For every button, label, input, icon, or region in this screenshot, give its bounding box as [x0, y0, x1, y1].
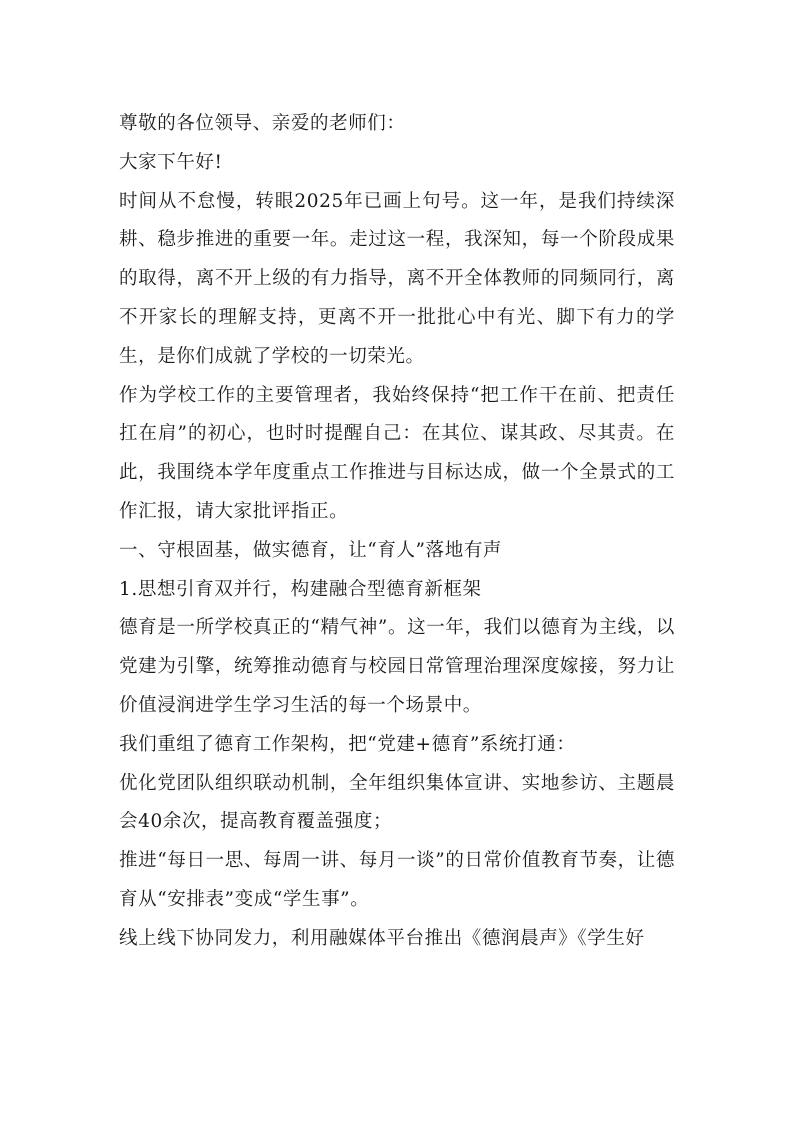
greeting: 大家下午好!	[119, 151, 223, 173]
paragraph-role: 作为学校工作的主要管理者，我始终保持“把工作干在前、把责任扛在肩”的初心，也时时提醒自己：在其位、谋其政、尽其责。在此，我围绕本学年度重点工作推进与目标达成，做一个全景式的工作汇报，请大家批评指正。	[119, 384, 675, 522]
document-page	[119, 105, 675, 959]
section-heading-1: 一、守根固基，做实德育，让“育人”落地有声	[119, 539, 503, 561]
paragraph-restructure: 我们重组了德育工作架构，把“党建+德育”系统打通：	[119, 733, 576, 755]
paragraph-intro: 时间从不怠慢，转眼2025年已画上句号。这一年，是我们持续深耕、稳步推进的重要一年。走过这一程，我深知，每一个阶段成果的取得，离不开上级的有力指导，离不开全体教师的同频同行，离不开家长的理解支持，更离不开一批批心中有光、脚下有力的学生，是你们成就了学校的一切荣光。	[119, 190, 675, 367]
paragraph-online-offline: 线上线下协同发力，利用融媒体平台推出《德润晨声》《学生好	[119, 927, 645, 949]
paragraph-party-team: 优化党团队组织联动机制，全年组织集体宣讲、实地参访、主题晨会40余次，提高教育覆盖强度；	[119, 772, 675, 833]
salutation: 尊敬的各位领导、亲爱的老师们：	[119, 113, 406, 134]
paragraph-daily-rhythm: 推进“每日一思、每周一讲、每月一谈”的日常价值教育节奏，让德育从“安排表”变成“学生事”。	[119, 850, 675, 910]
subsection-heading-1-1: 1.思想引育双并行，构建融合型德育新框架	[119, 578, 482, 600]
paragraph-moral-education: 德育是一所学校真正的“精气神”。这一年，我们以德育为主线，以党建为引擎，统筹推动德育与校园日常管理治理深度嫁接，努力让价值浸润进学生学习生活的每一个场景中。	[119, 617, 675, 716]
